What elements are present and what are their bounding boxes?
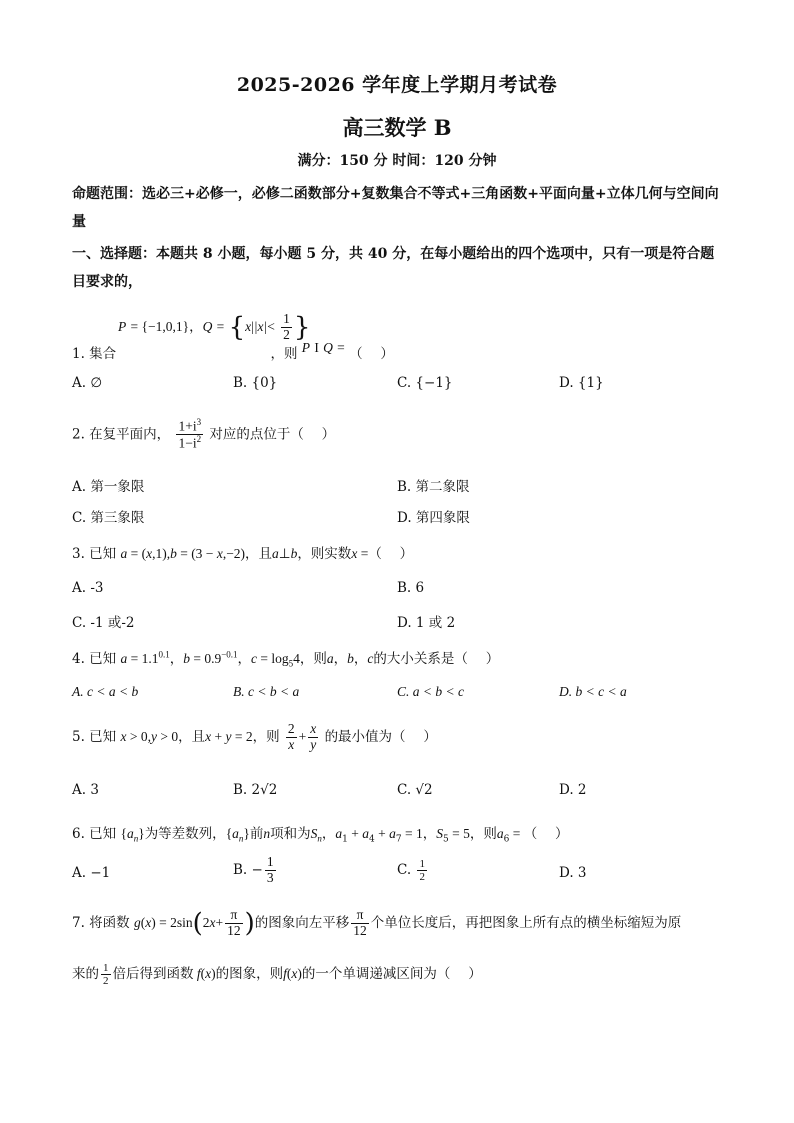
q3-suffix: ，则实数 xyxy=(297,546,352,562)
q3-stem: 3. 已知 a = (x,1),b = (3 − x,−2)，且a⊥b，则实数x =（ ） xyxy=(72,546,414,562)
q5-mid: ，且 xyxy=(178,728,206,745)
q3-option-a[interactable]: A. -3 xyxy=(72,580,104,596)
q1-sets: P = {−1,0,1}，Q = {x||x|< $\frac{1}{2}$ } xyxy=(118,311,311,343)
q4-option-a[interactable]: A. c < a < b xyxy=(72,684,139,699)
q1-stem: 1. 集合 ，则 P I Q = （ ） xyxy=(72,340,394,362)
q6-option-c-label: C. xyxy=(397,862,416,879)
q4-suffix: 的大小关系是（ ） xyxy=(373,651,500,667)
q5-option-c[interactable]: C. √2 xyxy=(397,782,433,798)
q7-stem-line1: 7. 将函数 g(x) = 2sin(2x+ $\frac{\pi}{12}$ )的图象向左平移 $\frac{\pi}{12}$ 个单位长度后，再把图象上所有点的横坐标缩短为原 xyxy=(72,907,682,939)
q7-prefix: 7. 将函数 xyxy=(72,914,130,931)
q7-t1: 的图象向左平移 xyxy=(254,914,350,931)
q6-option-b-label: B. − xyxy=(233,861,263,878)
q6-prefix: 6. 已知 xyxy=(72,826,117,842)
q6-option-b[interactable]: B. − $\frac{1}{3}$ xyxy=(233,854,274,885)
q5-suffix: 的最小值为（ ） xyxy=(324,728,437,745)
q2-stem: 2. 在复平面内， $\frac{1+i^3}{1-i^2}$ 对应的点位于（ ） xyxy=(72,417,336,451)
q2-prefix: 2. 在复平面内， xyxy=(72,426,171,443)
q1-then: ，则 xyxy=(270,346,298,362)
q1-option-d[interactable]: D. {1} xyxy=(559,375,604,391)
q5-mid2: ，则 xyxy=(252,728,280,745)
q6-option-a[interactable]: A. −1 xyxy=(72,865,111,881)
exam-meta: 满分：150 分 时间：120 分钟 xyxy=(297,153,497,169)
q5-prefix: 5. 已知 xyxy=(72,728,117,745)
exam-subtitle: 高三数学 B xyxy=(342,115,452,140)
q4-option-c[interactable]: C. a < b < c xyxy=(397,684,464,699)
q7-line2d: 的一个单调递减区间为（ ） xyxy=(301,966,482,983)
q6-option-c[interactable]: C. $\frac{1}{2}$ xyxy=(397,858,425,884)
q1-option-c[interactable]: C. {−1} xyxy=(397,375,453,391)
q1-tail: （ ） xyxy=(349,346,394,362)
q7-line2b: 倍后得到函数 xyxy=(112,966,194,983)
scope-text: 命题范围：选必三+必修一，必修二函数部分+复数集合不等式+三角函数+平面向量+立体几何与空间向量 xyxy=(72,186,719,230)
q3-option-d[interactable]: D. 1 或 2 xyxy=(397,615,456,631)
q1-label: 1. 集合 xyxy=(72,346,117,362)
exam-title: 2025-2026 学年度上学期月考试卷 xyxy=(236,74,558,96)
q7-line2a: 来的 xyxy=(72,966,99,983)
q6-tail: （ ） xyxy=(523,826,569,842)
q1-option-a[interactable]: A. ∅ xyxy=(72,375,103,391)
q5-option-a[interactable]: A. 3 xyxy=(72,782,99,798)
q6-t1: 为等差数列， xyxy=(144,826,226,842)
q3-prefix: 3. 已知 xyxy=(72,546,117,562)
q2-option-b[interactable]: B. 第二象限 xyxy=(397,479,470,495)
q7-line2c: 的图象，则 xyxy=(215,966,284,983)
q5-stem: 5. 已知 x > 0,y > 0，且x + y = 2，则 $\frac{2}{x}$ + $\frac{x}{y}$ 的最小值为（ ） xyxy=(72,721,437,752)
q3-mid: ，且 xyxy=(245,546,273,562)
q7-stem-line2: 来的 $\frac{1}{2}$ 倍后得到函数 f(x)的图象，则f(x)的一个单调递减区间为（ ） xyxy=(72,962,482,988)
q6-t3: 项和为 xyxy=(270,826,311,842)
q3-tail: （ ） xyxy=(368,546,414,562)
q4-option-b[interactable]: B. c < b < a xyxy=(233,684,300,699)
q6-option-d[interactable]: D. 3 xyxy=(559,865,587,881)
q6-t2: 前 xyxy=(249,826,264,842)
q6-t4: ，则 xyxy=(469,826,497,842)
q2-option-d[interactable]: D. 第四象限 xyxy=(397,510,470,526)
q3-option-b[interactable]: B. 6 xyxy=(397,580,425,596)
q2-suffix: 对应的点位于（ ） xyxy=(209,426,336,443)
q5-option-d[interactable]: D. 2 xyxy=(559,782,587,798)
q3-option-c[interactable]: C. -1 或-2 xyxy=(72,615,135,631)
section-heading: 一、选择题：本题共 8 小题，每小题 5 分，共 40 分，在每小题给出的四个选项中，只有一项是符合题目要求的， xyxy=(72,246,715,290)
q4-stem: 4. 已知 $a = 1.1^{0.1}$，$b = 0.9^{-0.1}$，$c = \log_54$，则a，b，c的大小关系是（ ） xyxy=(72,649,500,669)
q6-stem: 6. 已知 $\{a_n\}$为等差数列，$\{a_n\}$前n项和为$S_n$，$a_1 + a_4 + a_7 = 1$，$S_5 = 5$，则$a_6$ = （ ） xyxy=(72,826,569,845)
q5-option-b[interactable]: B. 2√2 xyxy=(233,782,278,798)
q1-option-b[interactable]: B. {0} xyxy=(233,375,278,391)
q4-prefix: 4. 已知 xyxy=(72,651,117,667)
q7-t2: 个单位长度后，再把图象上所有点的横坐标缩短为原 xyxy=(370,914,682,931)
q4-option-d[interactable]: D. b < c < a xyxy=(559,684,627,699)
q2-option-c[interactable]: C. 第三象限 xyxy=(72,510,145,526)
q2-option-a[interactable]: A. 第一象限 xyxy=(72,479,145,495)
